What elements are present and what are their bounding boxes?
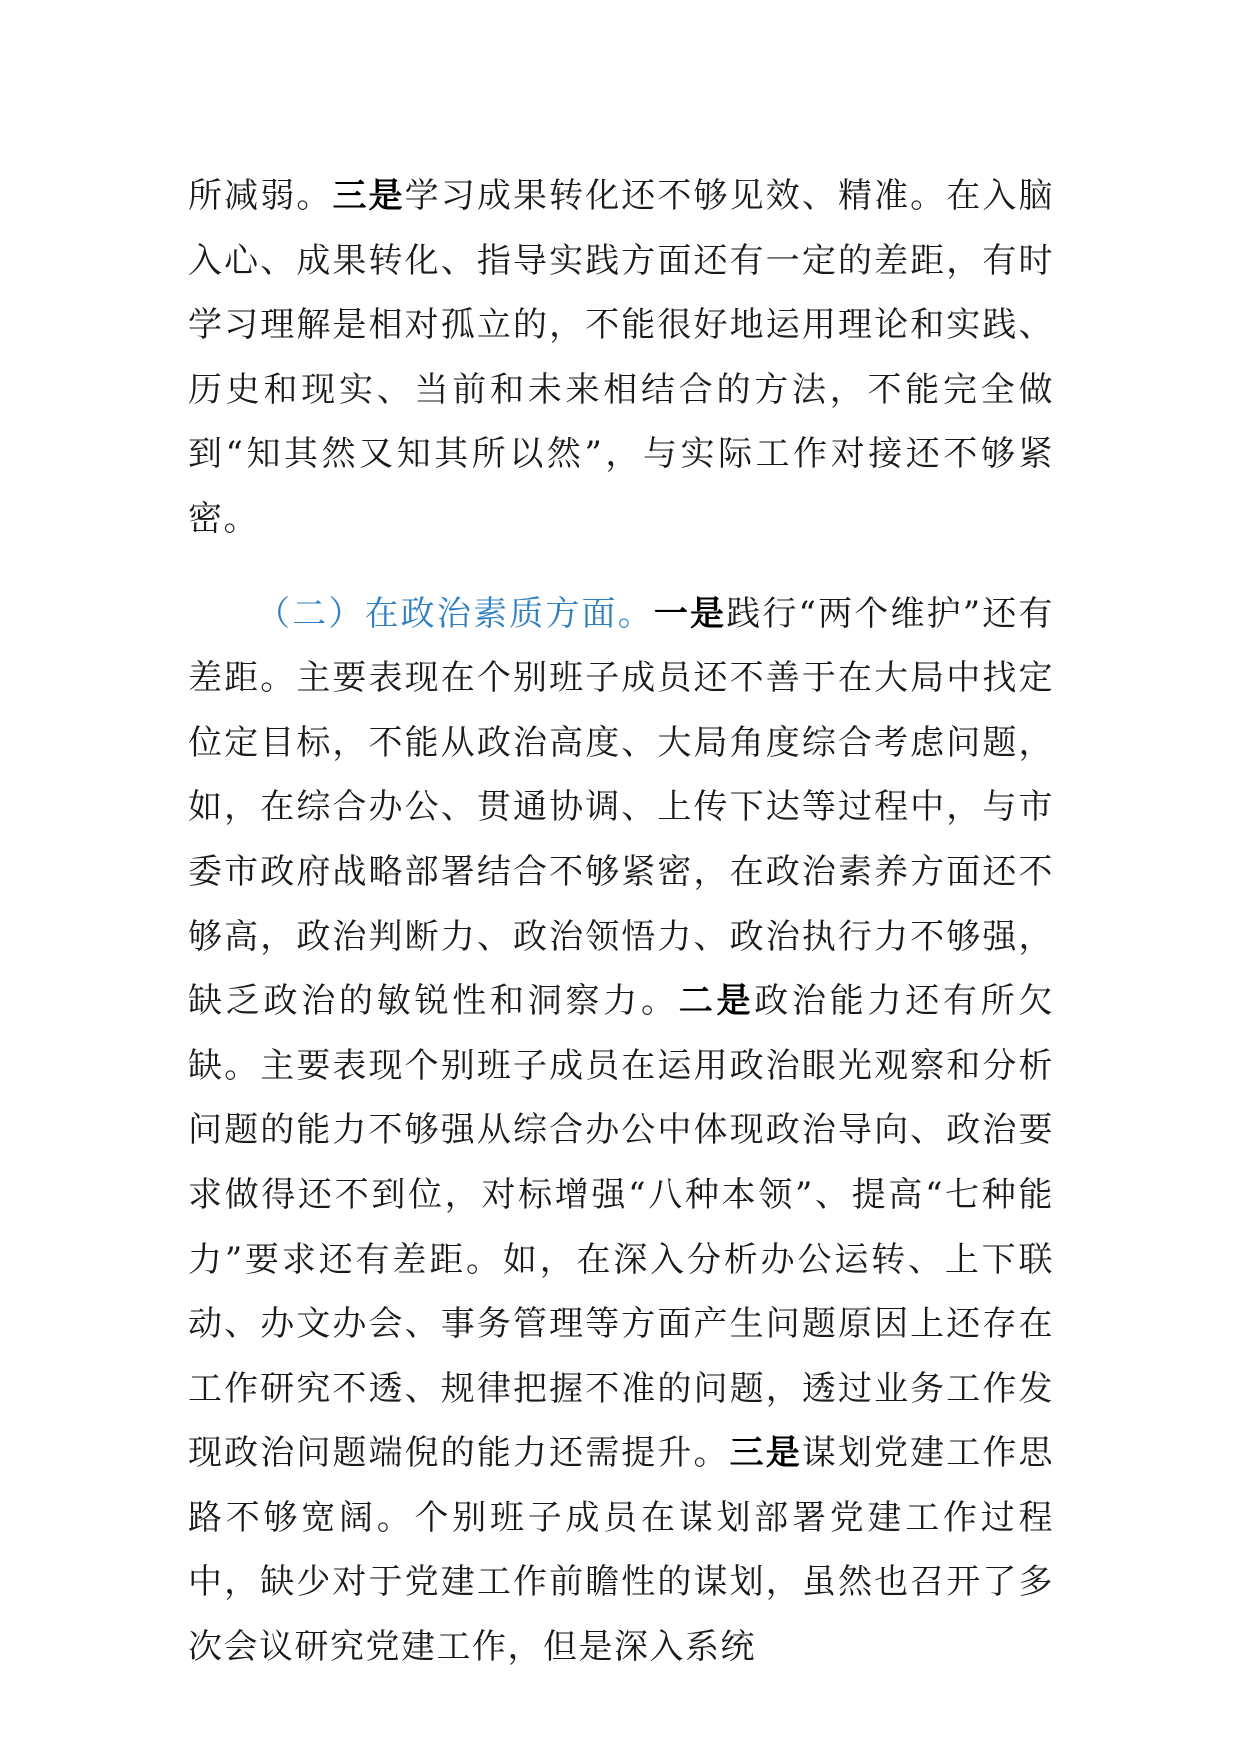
paragraph-spacer <box>188 552 1054 582</box>
paragraph-political-quality <box>188 582 1054 1680</box>
paragraph-2-text-3: 谋划党建工作思路不够宽阔。个别班子成员在谋划部署党建工作过程中，缺少对于党建工作前瞻性的谋划，虽然也召开了多次会议研究党建工作，但是深入系统 <box>188 1433 1055 1668</box>
keyword-three: 三是 <box>332 176 405 216</box>
keyword-two: 二是 <box>678 981 755 1022</box>
paragraph-1-lead: 所减弱。 <box>188 176 333 216</box>
document-body <box>188 164 1054 1680</box>
paragraph-2-text-2: 政治能力还有所欠缺。主要表现个别班子成员在运用政治眼光观察和分析问题的能力不够强从综合办公中体现政治导向、政治要求做得还不到位，对标增强“八种本领”、提高“七种能力”要求还有差距。如，在深入分析办公运转、上下联动、办文办会、事务管理等方面产生问题原因上还存在工作研究不透、规律把握不准的问题，透过业务工作发现政治问题端倪的能力还需提升。 <box>188 981 1054 1474</box>
paragraph-2-text-1: 践行“两个维护”还有差距。主要表现在个别班子成员还不善于在大局中找定位定目标，不能从政治高度、大局角度综合考虑问题，如，在综合办公、贯通协调、上传下达等过程中，与市委市政府战略部署结合不够紧密，在政治素养方面还不够高，政治判断力、政治领悟力、政治执行力不够强，缺乏政治的敏锐性和洞察力。 <box>188 593 1055 1022</box>
paragraph-1-text-3: 学习成果转化还不够见效、精准。在入脑入心、成果转化、指导实践方面还有一定的差距，有时学习理解是相对孤立的，不能很好地运用理论和实践、历史和现实、当前和未来相结合的方法，不能完全做到“知其然又知其所以然”，与实际工作对接还不够紧密。 <box>188 176 1055 539</box>
keyword-one: 一是 <box>653 593 727 634</box>
section-heading: （二）在政治素质方面。 <box>256 593 654 634</box>
keyword-three: 三是 <box>729 1433 802 1474</box>
paragraph-study-results <box>188 164 1054 552</box>
